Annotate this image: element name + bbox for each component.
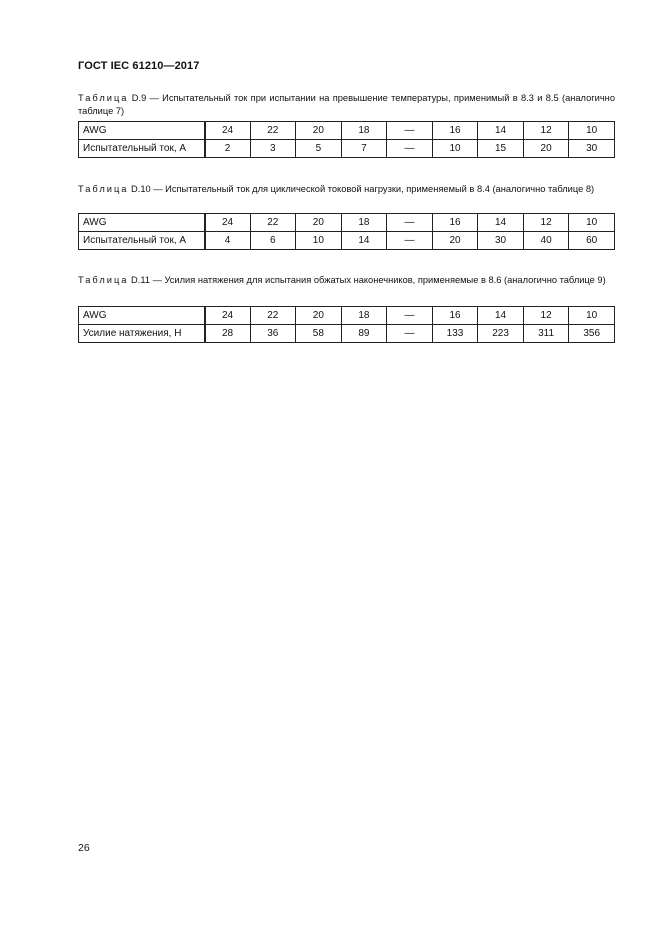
table-cell: 223 xyxy=(478,325,524,343)
table-cell: 12 xyxy=(523,214,569,232)
table-cell: 89 xyxy=(341,325,387,343)
table-cell: 16 xyxy=(432,214,478,232)
table-cell: — xyxy=(387,325,433,343)
table-d9 xyxy=(78,121,615,158)
table-cell: 6 xyxy=(250,232,296,250)
table-caption-text: D.10 — Испытательный ток для циклической токовой нагрузки, применяемый в 8.4 (аналогично таблице 8) xyxy=(131,184,595,194)
table-caption-word: Таблица xyxy=(78,93,129,103)
row-label: Усилие натяжения, Н xyxy=(79,325,205,343)
table-cell: 4 xyxy=(205,232,251,250)
table-cell: 18 xyxy=(341,122,387,140)
table-caption-d10 xyxy=(78,183,615,196)
table-cell: 7 xyxy=(341,140,387,158)
table-cell: 311 xyxy=(523,325,569,343)
table-cell: — xyxy=(387,214,433,232)
table-cell: 3 xyxy=(250,140,296,158)
table-cell: 60 xyxy=(569,232,615,250)
table-cell: 20 xyxy=(432,232,478,250)
table-cell: 18 xyxy=(341,214,387,232)
table-cell: 16 xyxy=(432,307,478,325)
table-row xyxy=(79,140,615,158)
table-cell: 30 xyxy=(478,232,524,250)
table-row xyxy=(79,232,615,250)
table-cell: 12 xyxy=(523,122,569,140)
table-cell: 22 xyxy=(250,307,296,325)
row-label: Испытательный ток, А xyxy=(79,232,205,250)
table-caption-d9 xyxy=(78,92,615,118)
table-cell: 20 xyxy=(296,307,342,325)
table-cell: 2 xyxy=(205,140,251,158)
table-caption-word: Таблица xyxy=(78,275,129,285)
table-cell: 28 xyxy=(205,325,251,343)
row-label: AWG xyxy=(79,122,205,140)
table-row xyxy=(79,122,615,140)
table-row xyxy=(79,307,615,325)
table-row xyxy=(79,214,615,232)
table-cell: 10 xyxy=(569,122,615,140)
table-cell: — xyxy=(387,122,433,140)
table-cell: 356 xyxy=(569,325,615,343)
table-cell: 40 xyxy=(523,232,569,250)
table-cell: 20 xyxy=(523,140,569,158)
table-cell: 20 xyxy=(296,122,342,140)
table-row xyxy=(79,325,615,343)
row-label: AWG xyxy=(79,214,205,232)
table-cell: 15 xyxy=(478,140,524,158)
page-number: 26 xyxy=(78,842,90,854)
table-cell: 14 xyxy=(478,122,524,140)
table-cell: 20 xyxy=(296,214,342,232)
table-cell: 24 xyxy=(205,214,251,232)
table-cell: 16 xyxy=(432,122,478,140)
table-cell: 133 xyxy=(432,325,478,343)
table-cell: 36 xyxy=(250,325,296,343)
table-cell: 5 xyxy=(296,140,342,158)
table-caption-text: D.11 — Усилия натяжения для испытания обжатых наконечников, применяемые в 8.6 (аналогично таблице 9) xyxy=(131,275,606,285)
table-cell: — xyxy=(387,307,433,325)
row-label: AWG xyxy=(79,307,205,325)
table-cell: 10 xyxy=(569,307,615,325)
table-cell: — xyxy=(387,232,433,250)
table-cell: 18 xyxy=(341,307,387,325)
table-cell: 14 xyxy=(478,307,524,325)
table-cell: 14 xyxy=(341,232,387,250)
table-cell: 22 xyxy=(250,214,296,232)
table-caption-text: D.9 — Испытательный ток при испытании на превышение температуры, применимый в 8.3 и 8.5 (аналогично таблице 7) xyxy=(78,93,615,116)
table-cell: 10 xyxy=(569,214,615,232)
row-label: Испытательный ток, А xyxy=(79,140,205,158)
table-cell: 58 xyxy=(296,325,342,343)
table-cell: 30 xyxy=(569,140,615,158)
table-caption-d11 xyxy=(78,274,615,287)
table-cell: 14 xyxy=(478,214,524,232)
table-d11 xyxy=(78,306,615,343)
table-cell: — xyxy=(387,140,433,158)
table-cell: 24 xyxy=(205,122,251,140)
table-d10 xyxy=(78,213,615,250)
table-caption-word: Таблица xyxy=(78,184,129,194)
table-cell: 12 xyxy=(523,307,569,325)
table-cell: 24 xyxy=(205,307,251,325)
table-cell: 10 xyxy=(432,140,478,158)
document-header: ГОСТ IEC 61210—2017 xyxy=(78,60,200,72)
table-cell: 10 xyxy=(296,232,342,250)
table-cell: 22 xyxy=(250,122,296,140)
